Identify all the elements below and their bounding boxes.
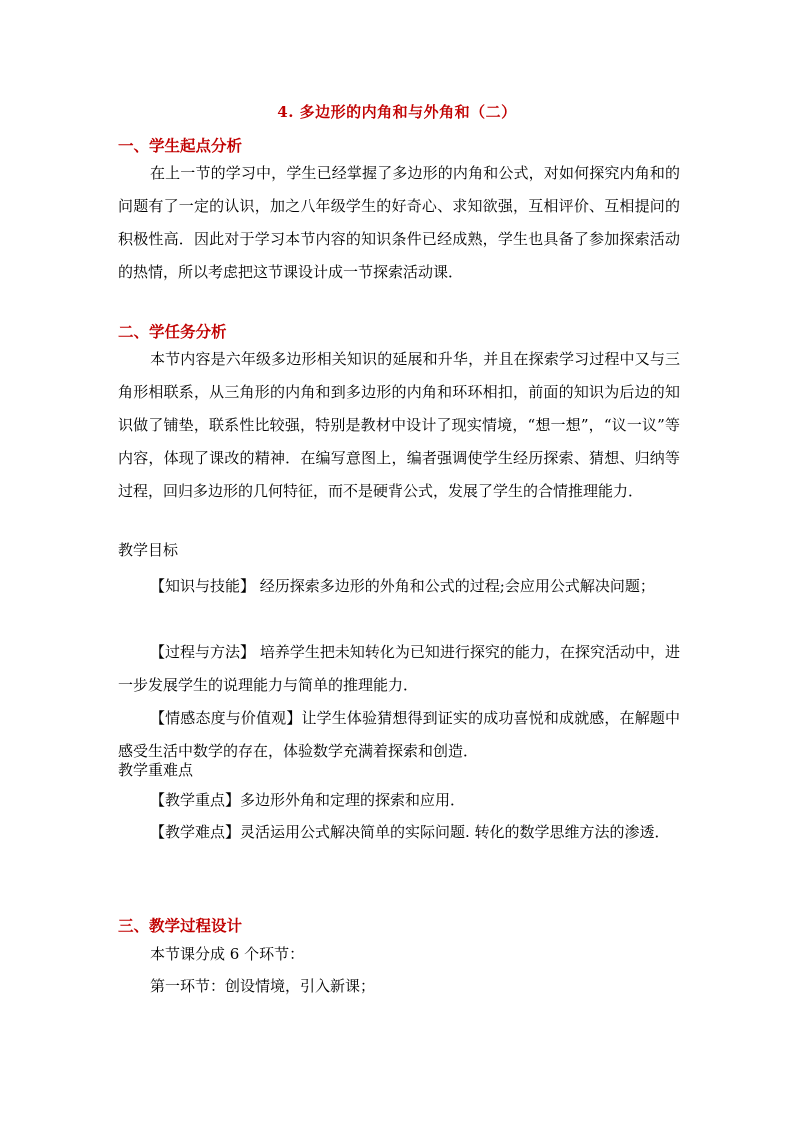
- page-title: 4. 多边形的内角和与外角和（二）: [277, 103, 517, 121]
- teaching-goals-label: 教学目标: [118, 541, 179, 559]
- teaching-key-point: 【教学重点】多边形外角和定理的探索和应用．: [150, 791, 466, 809]
- task-analysis-paragraph: 本节内容是六年级多边形相关知识的延展和升华，并且在探索学习过程中又与三角形相联系，从三角形的内角和到多边形的内角和环环相扣，前面的知识为后边的知识做了铺垫，联系性比较强，特别是教材中设计了现实情境，“想一想”，“议一议”等内容，体现了课改的精神．在编写意图上，编者强调使学生经历探索、猜想、归纳等过程，回归多边形的几何特征，而不是硬背公式，发展了学生的合情推理能力．: [118, 350, 680, 500]
- process-step-one: 第一环节：创设情境，引入新课；: [150, 977, 376, 995]
- process-intro-line: 本节课分成 6 个环节：: [150, 945, 305, 963]
- goal-knowledge-skills: 【知识与技能】 经历探索多边形的外角和公式的过程;会应用公式解决问题；: [150, 577, 655, 595]
- teaching-difficult-point: 【教学难点】灵活运用公式解决简单的实际问题. 转化的数学思维方法的渗透．: [150, 823, 670, 841]
- student-analysis-paragraph: 在上一节的学习中，学生已经掌握了多边形的内角和公式，对如何探究内角和的问题有了一定的认识，加之八年级学生的好奇心、求知欲强，互相评价、互相提问的积极性高．因此对于学习本节内容的知识条件已经成熟，学生也具备了参加探索活动的热情，所以考虑把这节课设计成一节探索活动课．: [118, 164, 680, 281]
- section-heading-task-analysis: 二、学任务分析: [118, 322, 227, 341]
- goal-attitudes-values: 【情感态度与价值观】让学生体验猜想得到证实的成功喜悦和成就感，在解题中感受生活中数学的存在，体验数学充满着探索和创造．: [118, 709, 680, 760]
- section-heading-process-design: 三、教学过程设计: [118, 916, 243, 935]
- key-difficult-label: 教学重难点: [118, 761, 194, 779]
- goal-process-methods: 【过程与方法】 培养学生把未知转化为已知进行探究的能力，在探究活动中，进一步发展学生的说理能力与简单的推理能力．: [118, 643, 680, 694]
- section-heading-student-analysis: 一、学生起点分析: [118, 136, 243, 155]
